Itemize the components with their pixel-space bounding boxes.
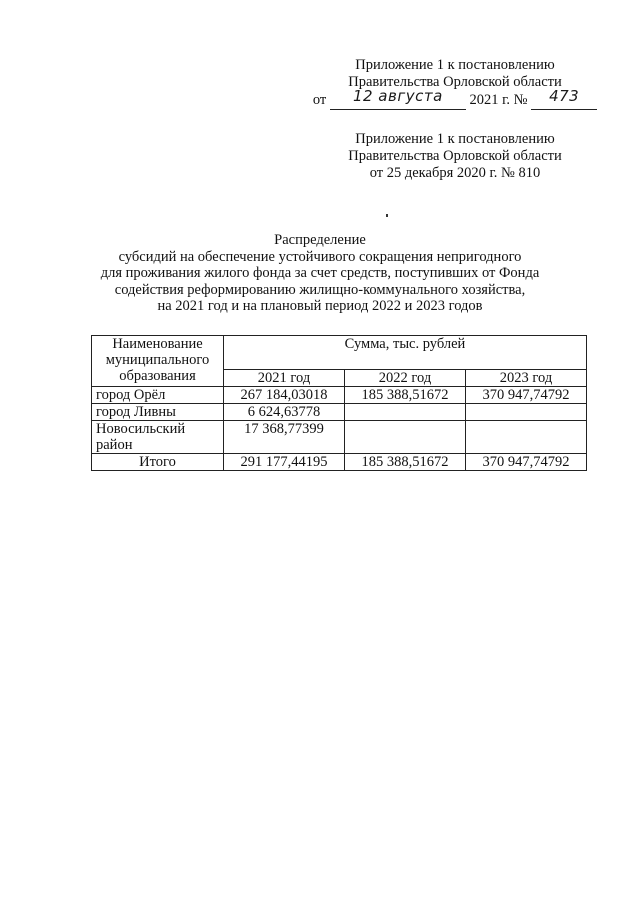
header-name-cell: Наименование муниципального образования: [92, 336, 224, 387]
row-value-2021: 6 624,63778: [224, 404, 345, 421]
title-line-2: субсидий на обеспечение устойчивого сокращения непригодного: [118, 248, 522, 265]
table-row: [92, 387, 587, 404]
original-line-2: Правительства Орловской области: [348, 148, 562, 164]
date-fill-line: [330, 87, 466, 110]
row-value-2021: 267 184,03018: [224, 387, 345, 404]
approval-line-1: Приложение 1 к постановлению: [355, 57, 555, 73]
subsidy-table: [91, 335, 587, 471]
header-sum-cell: Сумма, тыс. рублей: [224, 336, 587, 370]
original-header: [300, 131, 610, 182]
table-row: [92, 404, 587, 421]
approval-header: [300, 57, 610, 110]
total-value-2023: 370 947,74792: [466, 454, 587, 471]
approval-line-2: Правительства Орловской области: [348, 74, 562, 90]
row-value-2022: [345, 404, 466, 421]
table-row: [92, 421, 587, 454]
row-value-2021: 17 368,77399: [224, 421, 345, 454]
row-name: город Орёл: [92, 387, 224, 404]
year-2021: 2021 год: [224, 370, 345, 387]
year-2023: 2023 год: [466, 370, 587, 387]
handwritten-number: 473: [549, 87, 580, 105]
total-value-2021: 291 177,44195: [224, 454, 345, 471]
row-name: город Ливны: [92, 404, 224, 421]
from-label: от: [312, 92, 327, 108]
row-value-2022: 185 388,51672: [345, 387, 466, 404]
document-title: [60, 232, 580, 315]
row-value-2022: [345, 421, 466, 454]
total-value-2022: 185 388,51672: [345, 454, 466, 471]
row-name: Новосильский район: [92, 421, 224, 454]
row-value-2023: [466, 404, 587, 421]
title-line-3: для проживания жилого фонда за счет средств, поступивших от Фонда: [100, 265, 540, 282]
row-value-2023: [466, 421, 587, 454]
original-line-1: Приложение 1 к постановлению: [355, 131, 555, 147]
number-fill-line: [531, 87, 597, 110]
title-line-5: на 2021 год и на плановый период 2022 и 2023 годов: [157, 298, 483, 315]
original-line-3: от 25 декабря 2020 г. № 810: [369, 165, 541, 181]
scan-speck: [386, 214, 388, 217]
approval-line-3: [300, 87, 610, 110]
title-line-4: содействия реформированию жилищно-коммунального хозяйства,: [114, 281, 526, 298]
row-value-2023: 370 947,74792: [466, 387, 587, 404]
table-header-row: [92, 336, 587, 370]
table-total-row: [92, 454, 587, 471]
title-line-1: Распределение: [274, 232, 366, 248]
year-2022: 2022 год: [345, 370, 466, 387]
year-number-label: 2021 г. №: [469, 92, 528, 108]
handwritten-date: 12 августа: [352, 87, 443, 105]
total-name: Итого: [92, 454, 224, 471]
